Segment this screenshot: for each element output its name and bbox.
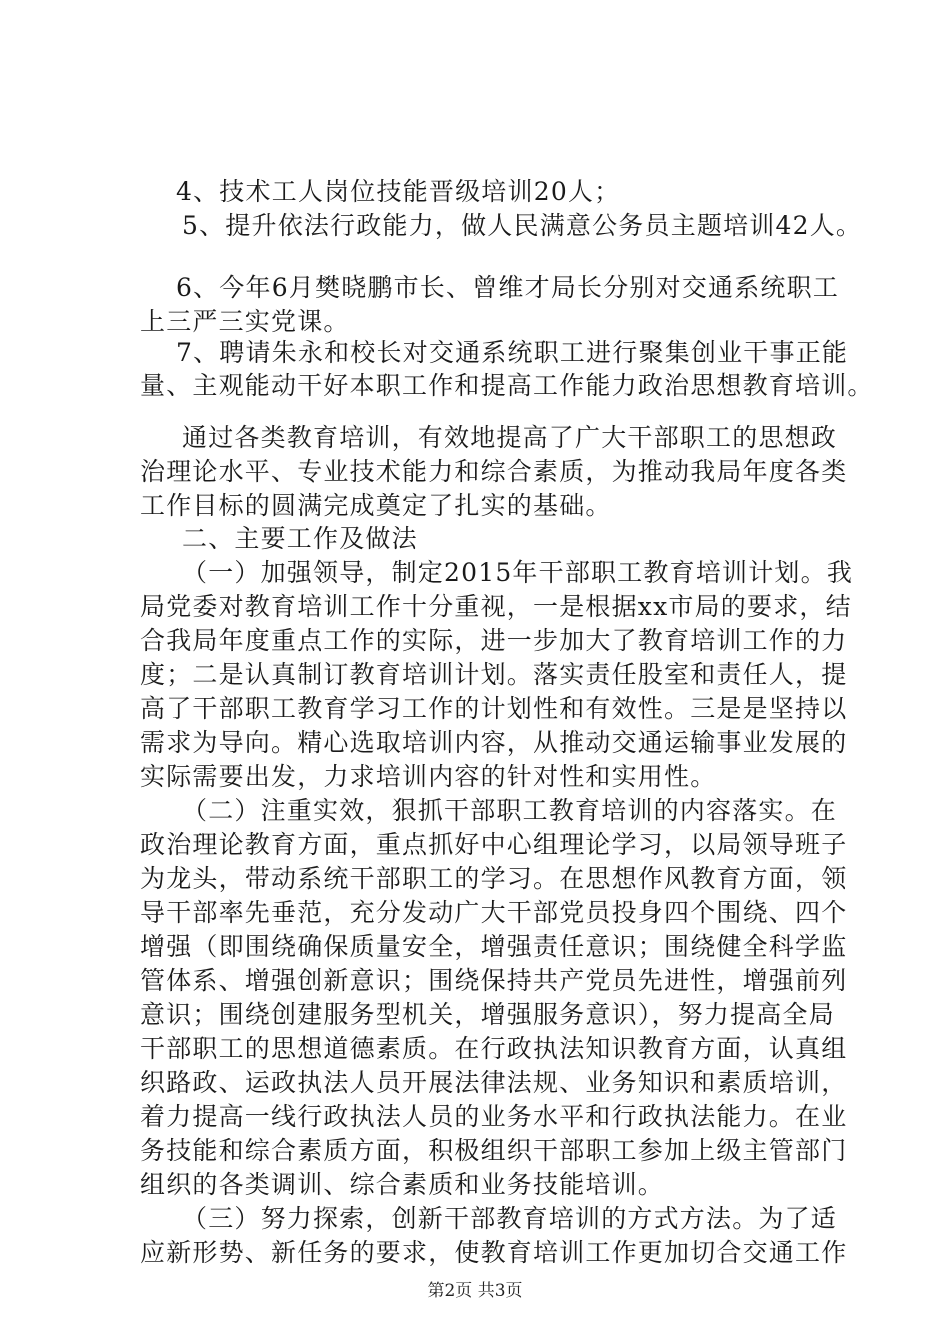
item-5: 5、提升依法行政能力，做人民满意公务员主题培训42人。 — [182, 211, 863, 240]
paragraph-2-line: 织路政、运政执法人员开展法律法规、业务知识和素质培训， — [140, 1068, 848, 1097]
paragraph-1-line: 实际需要出发，力求培训内容的针对性和实用性。 — [140, 762, 717, 791]
paragraph-1-line: 高了干部职工教育学习工作的计划性和有效性。三是是坚持以 — [140, 694, 848, 723]
section-2-heading: 二、主要工作及做法 — [182, 524, 418, 553]
paragraph-1-line: 度；二是认真制订教育培训计划。落实责任股室和责任人，提 — [140, 660, 848, 689]
paragraph-2-line: 着力提高一线行政执法人员的业务水平和行政执法能力。在业 — [140, 1102, 848, 1131]
paragraph-2-line: 为龙头，带动系统干部职工的学习。在思想作风教育方面，领 — [140, 864, 848, 893]
item-7-line-1: 7、聘请朱永和校长对交通系统职工进行聚集创业干事正能 — [176, 338, 849, 367]
summary-line-1: 通过各类教育培训，有效地提高了广大干部职工的思想政 — [182, 423, 838, 452]
paragraph-2-line: 意识；围绕创建服务型机关，增强服务意识），努力提高全局 — [140, 1000, 835, 1029]
paragraph-1-line: 合我局年度重点工作的实际，进一步加大了教育培训工作的力 — [140, 626, 848, 655]
summary-line-2: 治理论水平、专业技术能力和综合素质，为推动我局年度各类 — [140, 457, 848, 486]
paragraph-3-line: （三）努力探索，创新干部教育培训的方式方法。为了适 — [182, 1204, 838, 1233]
paragraph-2-line: （二）注重实效，狠抓干部职工教育培训的内容落实。在 — [182, 796, 838, 825]
paragraph-2-line: 政治理论教育方面，重点抓好中心组理论学习，以局领导班子 — [140, 830, 848, 859]
item-7-line-2: 量、主观能动干好本职工作和提高工作能力政治思想教育培训。 — [140, 371, 874, 400]
paragraph-2-line: 增强（即围绕确保质量安全，增强责任意识；围绕健全科学监 — [140, 932, 848, 961]
paragraph-1-line: 局党委对教育培训工作十分重视，一是根据xx市局的要求，结 — [140, 592, 852, 621]
paragraph-1-line: （一）加强领导，制定2015年干部职工教育培训计划。我 — [182, 558, 854, 587]
paragraph-2-line: 干部职工的思想道德素质。在行政执法知识教育方面，认真组 — [140, 1034, 848, 1063]
paragraph-2-line: 组织的各类调训、综合素质和业务技能培训。 — [140, 1170, 665, 1199]
paragraph-2-line: 务技能和综合素质方面，积极组织干部职工参加上级主管部门 — [140, 1136, 848, 1165]
item-6-line-1: 6、今年6月樊晓鹏市长、曾维才局长分别对交通系统职工 — [176, 273, 840, 302]
item-6-line-2: 上三严三实党课。 — [140, 307, 350, 336]
paragraph-1-line: 需求为导向。精心选取培训内容，从推动交通运输事业发展的 — [140, 728, 848, 757]
paragraph-2-line: 导干部率先垂范，充分发动广大干部党员投身四个围绕、四个 — [140, 898, 848, 927]
page-number-footer: 第2页 共3页 — [427, 1281, 523, 1301]
paragraph-2-line: 管体系、增强创新意识；围绕保持共产党员先进性，增强前列 — [140, 966, 848, 995]
item-4: 4、技术工人岗位技能晋级培训20人； — [176, 177, 621, 206]
summary-line-3: 工作目标的圆满完成奠定了扎实的基础。 — [140, 491, 612, 520]
paragraph-3-line: 应新形势、新任务的要求，使教育培训工作更加切合交通工作 — [140, 1238, 848, 1267]
